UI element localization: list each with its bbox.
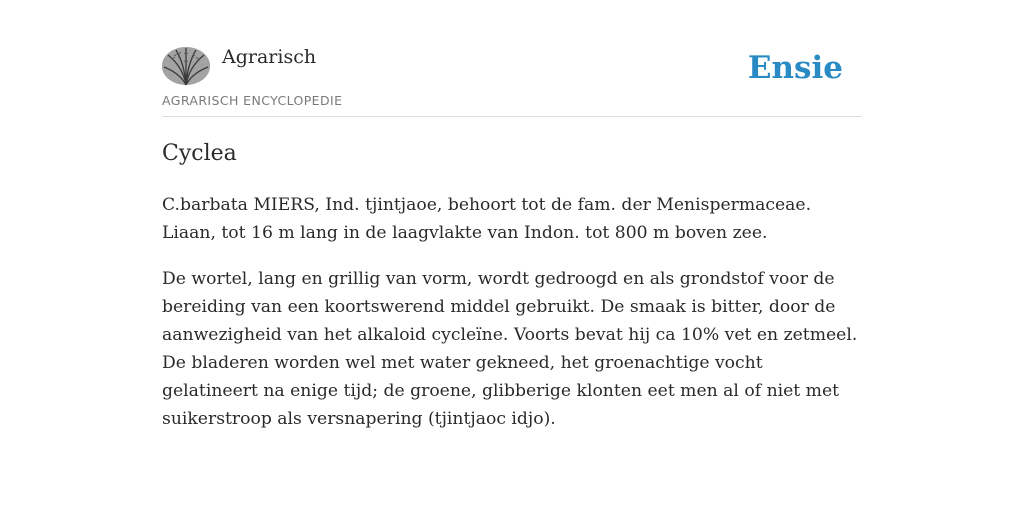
article <box>162 138 862 451</box>
wheat-logo-icon[interactable] <box>162 47 210 85</box>
article-paragraph: C.barbata MIERS, Ind. tjintjaoe, behoort tot de fam. der Menispermaceae. Liaan, tot 16 m lang in de laagvlakte van Indon. tot 800 m boven zee. <box>162 195 812 243</box>
page-header <box>162 40 862 117</box>
source-subtitle: AGRARISCH ENCYCLOPEDIE <box>162 93 343 108</box>
article-title: Cyclea <box>162 141 237 166</box>
source-name-link[interactable]: Agrarisch <box>222 46 317 68</box>
article-paragraph: De wortel, lang en grillig van vorm, wordt gedroogd en als grondstof voor de bereiding van een koortswerend middel gebruikt. De smaak is bitter, door de aanwezigheid van het alkaloid cycleïne. Voorts bevat hij ca 10% vet en zetmeel. De bladeren worden wel met water gekneed, het groenachtige vocht gelatineert na enige tijd; de groene, glibberige klonten eet men al of niet met suikerstroop als versnapering (tjintjaoc idjo). <box>162 269 858 429</box>
brand-logo-link[interactable]: Ensie <box>747 50 843 86</box>
